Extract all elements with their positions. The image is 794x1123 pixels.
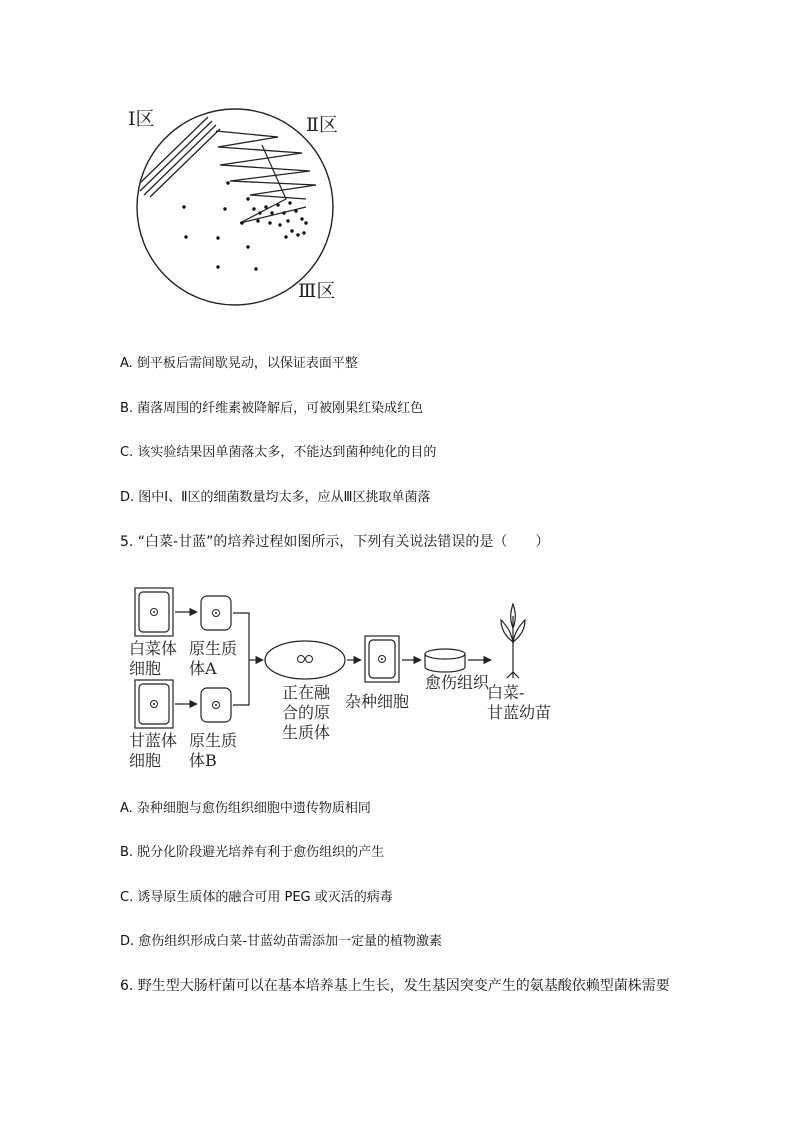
protoplast-a <box>201 596 231 630</box>
colonies <box>182 181 307 270</box>
hybrid-cell <box>365 636 399 682</box>
fusing-label-1: 正在融 <box>282 683 331 702</box>
fusing-protoplast <box>265 641 345 679</box>
protoplast-a-label-1: 原生质 <box>189 639 238 658</box>
q5-option-d: D. 愈伤组织形成白菜-甘蓝幼苗需添加一定量的植物激素 <box>120 934 442 949</box>
q4-option-d: D. 图中Ⅰ、Ⅱ区的细菌数量均太多，应从Ⅲ区挑取单菌落 <box>120 490 431 505</box>
q5-option-c: C. 诱导原生质体的融合可用 PEG 或灭活的病毒 <box>120 890 393 905</box>
callus-dish <box>425 649 465 672</box>
protoplast-b-label-1: 原生质 <box>189 731 238 750</box>
q6-stem: 6. 野生型大肠杆菌可以在基本培养基上生长，发生基因突变产生的氨基酸依赖型菌株需要 <box>120 978 670 994</box>
q5-option-b: B. 脱分化阶段避光培养有利于愈伤组织的产生 <box>120 845 385 860</box>
seedling-icon <box>501 604 525 678</box>
merge-bracket <box>233 613 249 705</box>
q4-option-b: B. 菌落周围的纤维素被降解后，可被刚果红染成红色 <box>120 401 424 416</box>
hybrid-cell-label: 杂种细胞 <box>345 692 410 711</box>
protoplast-b-label-2: 体B <box>189 751 217 770</box>
protoplast-fusion-diagram <box>125 580 565 770</box>
q5-stem: 5. “白菜-甘蓝”的培养过程如图所示，下列有关说法错误的是（ ） <box>120 534 550 550</box>
callus-label: 愈伤组织 <box>425 673 490 692</box>
streak-plate-figure <box>110 95 370 310</box>
region-3-label: Ⅲ区 <box>298 280 336 302</box>
q5-option-a: A. 杂种细胞与愈伤组织细胞中遗传物质相同 <box>120 801 371 816</box>
q4-option-a: A. 倒平板后需间歇晃动，以保证表面平整 <box>120 356 358 371</box>
cabbage-cell-label-1: 白菜体 <box>129 639 178 658</box>
region-2-label: Ⅱ区 <box>306 114 338 136</box>
cabbage-cell <box>135 588 173 636</box>
protoplast-b <box>201 688 231 722</box>
kale-cell-label-1: 甘蓝体 <box>129 731 178 750</box>
region-2-zigzag <box>216 131 316 199</box>
protoplast-a-label-2: 体A <box>189 659 217 678</box>
seedling-label-2: 甘蓝幼苗 <box>487 703 552 722</box>
fusing-label-3: 生质体 <box>282 723 331 742</box>
kale-cell-label-2: 细胞 <box>129 751 162 770</box>
region-1-label: Ⅰ区 <box>128 108 155 130</box>
seedling-label-1: 白菜- <box>487 683 525 702</box>
kale-cell <box>135 680 173 728</box>
cabbage-cell-label-2: 细胞 <box>129 659 162 678</box>
fusing-label-2: 合的原 <box>282 703 331 722</box>
q4-option-c: C. 该实验结果因单菌落太多，不能达到菌种纯化的目的 <box>120 445 437 460</box>
